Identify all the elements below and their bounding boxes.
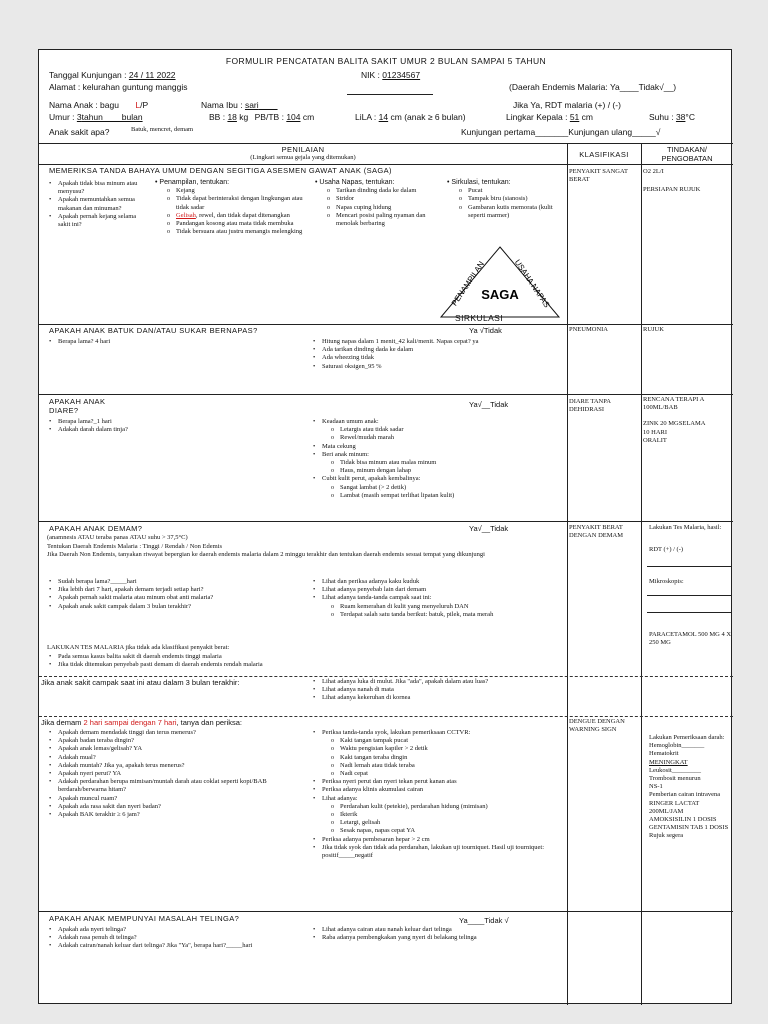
- demam-salah-satu-tanda[interactable]: o Terdapat salah satu tanda berikut: batuk, pilek, mata merah: [331, 611, 561, 619]
- telinga-penuh[interactable]: • Adakah rasa penuh di telinga?: [47, 934, 307, 942]
- lk-unit: cm: [581, 112, 593, 122]
- suhu-unit: °C: [685, 112, 695, 122]
- dengue-tind-trombosit: Trombosit menurun: [649, 775, 701, 783]
- saga-triangle-diagram: [435, 245, 565, 321]
- telinga-nyeri[interactable]: • Apakah ada nyeri telinga?: [47, 926, 307, 934]
- diare-ya-tidak[interactable]: Ya√__Tidak: [469, 400, 509, 409]
- dengue-tourniquet[interactable]: • Jika tidak syok dan tidak ada perdarahan, lakukan uji tourniquet. Hasil uji tourniquet: positif_____negatif: [311, 844, 565, 860]
- dengue-klasifikasi[interactable]: DENGUE DENGAN WARNING SIGN: [569, 718, 625, 734]
- nama-ibu-field: [201, 100, 278, 110]
- header-bottom-line: [39, 164, 733, 165]
- demam-berapa-lama[interactable]: • Sudah berapa lama?_____hari: [47, 578, 309, 586]
- umur-unit: tahun____bulan: [81, 112, 143, 122]
- telinga-cairan[interactable]: • Adakah cairan/nanah keluar dari telinga? Jika "Ya", berapa hari?_____hari: [47, 942, 307, 950]
- diare-klasifikasi[interactable]: DIARE TANPA DEHIDRASI: [569, 398, 611, 414]
- col-divider-2: [641, 143, 642, 1005]
- suhu-label: Suhu :: [649, 112, 674, 122]
- dengue-perdarahan[interactable]: o Perdarahan kulit (petekie), perdarahan hidung (mimisan): [331, 803, 565, 811]
- batuk-wheezing[interactable]: • Ada wheezing tidak: [311, 354, 561, 362]
- nik-label: NIK :: [361, 70, 380, 80]
- lk-label: Lingkar Kepala :: [506, 112, 568, 122]
- alamat-label: Alamat :: [49, 82, 81, 92]
- demam-tind-line-1: [647, 566, 731, 567]
- dengue-cctvr[interactable]: • Periksa tanda-tanda syok, lakukan pemeriksaan CCTVR:: [311, 729, 565, 737]
- nik-field: [361, 70, 420, 80]
- lk-value[interactable]: 51: [569, 112, 580, 122]
- diare-cubit[interactable]: • Cubit kulit perut, apakah kembalinya:: [311, 475, 561, 483]
- campak-luka-mulut[interactable]: • Lihat adanya luka di mulut. Jika "ada", apakah dalam atau luas?: [311, 678, 561, 686]
- tri-left-label: PENAMPILAN: [449, 259, 487, 308]
- tri-bottom-label: SIRKULASI: [455, 313, 504, 323]
- saga-title: MEMERIKSA TANDA BAHAYA UMUM DENGAN SEGITIGA ASESMEN GAWAT ANAK (SAGA): [49, 166, 392, 175]
- penampilan-kejang[interactable]: o Kejang: [167, 187, 305, 195]
- dengue-tind-ns1: NS-1: [649, 783, 663, 791]
- dengue-q1[interactable]: • Apakah demam mendadak tinggi dan terus menerus?: [47, 729, 309, 737]
- dengue-tindakan[interactable]: [649, 734, 731, 841]
- dengue-tind-leukosit: Leukosit_________: [649, 766, 701, 774]
- col-penilaian: PENILAIAN: [281, 145, 325, 154]
- diare-tind-4: 10 HARI: [643, 428, 668, 436]
- nama-ibu-value[interactable]: sari: [244, 100, 259, 110]
- dengue-left: [47, 729, 309, 819]
- dengue-nadi-lemah[interactable]: o Nadi lemah atau tidak teraba: [331, 762, 565, 770]
- dengue-letargi[interactable]: o Letargi, gelisah: [331, 819, 565, 827]
- sakit-label: Anak sakit apa?: [49, 127, 110, 137]
- campak-kornea[interactable]: • Lihat adanya kekeruhan di kornea: [311, 694, 561, 702]
- diare-tind-1: RENCANA TERAPI A: [643, 396, 705, 403]
- saga-divider: [39, 324, 733, 325]
- saga-klasifikasi[interactable]: PENYAKIT SANGAT BERAT: [569, 168, 628, 184]
- dengue-tind-hb: Hemoglobin_______: [649, 742, 705, 750]
- dengue-intro: Jika demam 2 hari sampai dengan 7 hari, tanya dan periksa:: [41, 718, 242, 727]
- demam-kaku-kuduk[interactable]: • Lihat dan periksa adanya kaku kuduk: [311, 578, 561, 586]
- batuk-divider: [39, 394, 733, 395]
- dengue-q2[interactable]: • Apakah badan teraba dingin?: [47, 737, 309, 745]
- lakukan-tes-malaria: LAKUKAN TES MALARIA jika tidak ada klasifikasi penyakit berat:: [47, 644, 230, 651]
- telinga-lihat-cairan[interactable]: • Lihat adanya cairan atau nanah keluar dari telinga: [311, 926, 565, 934]
- dengue-akumulasi[interactable]: • Periksa adanya klinis akumulasi cairan: [311, 786, 565, 794]
- dengue-pucat[interactable]: o Kaki tangan tampak pucat: [331, 737, 565, 745]
- telinga-ya-tidak[interactable]: Ya____Tidak √: [459, 916, 509, 925]
- dengue-q5[interactable]: • Adakah muntah? Jika ya, apakah terus menerus?: [47, 762, 309, 770]
- diare-letargis[interactable]: o Letargis atau tidak sadar: [331, 426, 561, 434]
- dengue-divider: [39, 911, 733, 912]
- dengue-q4[interactable]: • Adakah mual?: [47, 754, 309, 762]
- col-divider-1: [567, 143, 568, 1005]
- demam-tind-paracetamol[interactable]: PARACETAMOL 500 MG 4 X 250 MG: [649, 631, 732, 647]
- bb-label: BB :: [209, 112, 226, 122]
- diare-berapa-lama[interactable]: • Berapa lama?_1 hari: [47, 418, 247, 426]
- umur-field: [49, 112, 143, 122]
- dengue-tind-rujuk: Rujuk segera: [649, 832, 684, 840]
- demam-malaria[interactable]: • Apakah pernah sakit malaria atau minum obat anti malaria?: [47, 594, 309, 602]
- endemis-field[interactable]: (Daerah Endemis Malaria: Ya____Tidak√__): [509, 82, 677, 92]
- dengue-nadi-cepat[interactable]: o Nadi cepat: [331, 770, 565, 778]
- batuk-berapa-lama[interactable]: • Berapa lama? 4 hari: [47, 338, 247, 346]
- tanggal-label: Tanggal Kunjungan :: [49, 70, 127, 80]
- col-klasifikasi: KLASIFIKASI: [579, 150, 629, 159]
- nama-ibu-label: Nama Ibu :: [201, 100, 243, 110]
- col-tindakan: TINDAKAN/ PENGOBATAN: [661, 145, 713, 163]
- demam-dashed-divider-2: [39, 716, 733, 717]
- demam-tind-tes[interactable]: Lakukan Tes Malaria, hasil:: [649, 524, 722, 531]
- campak-right: [311, 678, 561, 703]
- diare-tind-2: 100ML/BAB: [643, 404, 678, 412]
- diare-left: [47, 418, 247, 434]
- batuk-hitung-napas[interactable]: • Hitung napas dalam 1 menit_42 kali/menit. Napas cepat? ya: [311, 338, 561, 346]
- demam-ya-tidak[interactable]: Ya√__Tidak: [469, 524, 509, 533]
- telinga-left: [47, 926, 307, 951]
- dengue-q8[interactable]: • Apakah muncul ruam?: [47, 795, 309, 803]
- demam-tanda-campak[interactable]: • Lihat adanya tanda-tanda campak saat ini:: [311, 594, 561, 602]
- demam-right: [311, 578, 561, 619]
- telinga-right: [311, 926, 565, 942]
- sirkulasi-marmer[interactable]: o Gambaran kutis memorata (kulit seperti marmer): [459, 204, 565, 220]
- lakukan-endemis-rendah: • Jika tidak ditemukan penyebab pasti demam di daerah endemis rendah malaria: [47, 661, 567, 669]
- alamat-line: [347, 94, 433, 95]
- demam-penyebab-lain[interactable]: • Lihat adanya penyebab lain dari demam: [311, 586, 561, 594]
- lila-value[interactable]: 14: [378, 112, 389, 122]
- diare-tindakan[interactable]: [643, 396, 733, 445]
- sirkulasi-biru[interactable]: o Tampak biru (sianosis): [459, 195, 565, 203]
- dengue-q10[interactable]: • Apakah BAK terakhir ≥ 6 jam?: [47, 811, 309, 819]
- penampilan-pandangan[interactable]: o Pandangan kosong atau mata tidak membuka: [167, 220, 305, 228]
- dengue-q9[interactable]: • Apakah ada rasa sakit dan nyeri badan?: [47, 803, 309, 811]
- saga-tindakan-2[interactable]: PERSIAPAN RUJUK: [643, 186, 701, 193]
- saga-triangle: [441, 247, 559, 317]
- demam-ruam[interactable]: o Ruam kemerahan di kulit yang menyeluruh DAN: [331, 603, 561, 611]
- demam-title: APAKAH ANAK DEMAM?: [49, 524, 143, 533]
- saga-usaha-napas: [315, 179, 447, 228]
- diare-tind-3: ZINK 20 MGSELAMA: [643, 420, 706, 428]
- pbtb-label: PB/TB :: [254, 112, 284, 122]
- pbtb-unit: cm: [302, 112, 315, 122]
- dengue-tind-ht: Hematokrit: [649, 750, 679, 758]
- demam-lebih-7-hari[interactable]: • Jika lebih dari 7 hari, apakah demam terjadi setiap hari?: [47, 586, 309, 594]
- demam-sub1: (anamnesis ATAU teraba panas ATAU suhu > 37,5°C): [47, 534, 188, 541]
- kunjungan-field[interactable]: Kunjungan pertama_______Kunjungan ulang_____√: [461, 127, 661, 137]
- lakukan-endemis-tinggi: • Pada semua kasus balita sakit di daerah endemis tinggi malaria: [47, 653, 567, 661]
- diare-tind-5: ORALIT: [643, 436, 667, 444]
- dengue-tind-amoksisilin: AMOKSISILIN 1 DOSIS: [649, 816, 717, 824]
- napas-stridor[interactable]: o Stridor: [327, 195, 447, 203]
- lakukan-items: [47, 653, 567, 669]
- penampilan-tidak-interaksi[interactable]: o Tidak dapat berinteraksi dengan lingkungan atau tidak sadar: [167, 195, 305, 211]
- diare-title-2: DIARE?: [49, 406, 79, 415]
- demam-tind-mikroskopis[interactable]: Mikroskopis:: [649, 578, 684, 585]
- gender-l[interactable]: L: [135, 100, 141, 110]
- demam-tind-rdt[interactable]: RDT (+) / (-): [649, 546, 684, 553]
- demam-dashed-divider-1: [39, 676, 733, 677]
- saga-questions: [47, 180, 142, 229]
- dengue-tind-cairan: Pemberian cairan intravena RINGER LACTAT 200ML/JAM: [649, 791, 721, 815]
- saga-q1[interactable]: • Apakah tidak bisa minum atau menyusu?: [47, 180, 142, 196]
- pbtb-value[interactable]: 104: [286, 112, 301, 122]
- saga-q2[interactable]: • Apakah memuntahkan semua makanan dan minuman?: [47, 196, 142, 212]
- alamat-value[interactable]: kelurahan guntung manggis: [82, 82, 188, 92]
- lila-field: [355, 112, 466, 122]
- batuk-tarikan[interactable]: • Ada tarikan dinding dada ke dalam: [311, 346, 561, 354]
- nama-anak-label: Nama Anak :: [49, 100, 98, 110]
- diare-divider: [39, 521, 733, 522]
- lila-label: LiLA :: [355, 112, 377, 122]
- napas-cuping[interactable]: o Napas cuping hidung: [327, 204, 447, 212]
- telinga-title: APAKAH ANAK MEMPUNYAI MASALAH TELINGA?: [49, 914, 240, 923]
- batuk-klasifikasi[interactable]: PNEUMONIA: [569, 326, 608, 333]
- col-penilaian-sub: (Lingkari semua gejala yang ditemukan): [250, 154, 356, 161]
- demam-sub2[interactable]: Tentukan Daerah Endemis Malaria : Tinggi / Rendah / Non Edemis: [47, 543, 223, 550]
- batuk-title: APAKAH ANAK BATUK DAN/ATAU SUKAR BERNAPAS?: [49, 326, 258, 335]
- batuk-tindakan[interactable]: RUJUK: [643, 326, 664, 333]
- nik-value[interactable]: 01234567: [382, 70, 421, 80]
- demam-sub3: Jika Daerah Non Endemis, tanyakan riwayat bepergian ke daerah endemis malaria dalam 2 minggu terakhir dan tentukan daerah endemis sesuai tempat yang dikunjungi: [47, 551, 485, 558]
- diare-right: [311, 418, 561, 500]
- bb-value[interactable]: 18: [227, 112, 237, 122]
- alamat-field: [49, 82, 187, 92]
- umur-value[interactable]: 3: [76, 112, 82, 122]
- diare-mata-cekung[interactable]: • Mata cekung: [311, 443, 561, 451]
- gender-p[interactable]: /P: [140, 100, 149, 110]
- tri-center-label: SAGA: [481, 287, 519, 302]
- demam-klasifikasi[interactable]: PENYAKIT BERAT DENGAN DEMAM: [569, 524, 623, 540]
- diare-beri-minum[interactable]: • Beri anak minum:: [311, 451, 561, 459]
- diare-title-1: APAKAH ANAK: [49, 397, 106, 406]
- batuk-saturasi[interactable]: • Saturasi oksigen_95 %: [311, 363, 561, 371]
- tanggal-value[interactable]: 24 / 11 2022: [128, 70, 176, 80]
- saga-tindakan-1[interactable]: O2 2L/I: [643, 168, 664, 175]
- lila-unit: cm (anak ≥ 6 bulan): [390, 112, 466, 122]
- diare-tidak-bisa-minum[interactable]: o Tidak bisa minum atau malas minum: [331, 459, 561, 467]
- diare-darah[interactable]: • Adakah darah dalam tinja?: [47, 426, 247, 434]
- dengue-q3[interactable]: • Apakah anak lemas/gelisah? YA: [47, 745, 309, 753]
- napas-tarikan[interactable]: o Tarikan dinding dada ke dalam: [327, 187, 447, 195]
- tri-right-label: USAHA NAPAS: [512, 257, 552, 310]
- sakit-value[interactable]: Batuk, mencret, demam: [131, 126, 194, 133]
- header-top-line: [39, 143, 733, 144]
- dengue-tind-pemeriksaan: Lakukan Pemeriksaan darah:: [649, 734, 725, 741]
- penampilan-head: • Penampilan, tentukan:: [155, 179, 230, 186]
- bb-field: [209, 112, 314, 122]
- demam-tind-line-2: [647, 595, 731, 596]
- form-title: FORMULIR PENCATATAN BALITA SAKIT UMUR 2 BULAN SAMPAI 5 TAHUN: [225, 56, 547, 66]
- penampilan-gelisah[interactable]: o Gelisah, rewel, dan tidak dapat ditenangkan: [167, 212, 305, 220]
- telinga-raba-bengkak[interactable]: • Raba adanya pembengkakan yang nyeri di belakang telinga: [311, 934, 565, 942]
- dengue-tind-gentamisin: GENTAMISIN TAB 1 DOSIS: [649, 824, 729, 832]
- batuk-left: [47, 338, 247, 346]
- dengue-q6[interactable]: • Apakah nyeri perut? YA: [47, 770, 309, 778]
- dengue-nyeri-perut[interactable]: • Periksa nyeri perut dan nyeri tekan perut kanan atas: [311, 778, 565, 786]
- demam-left: [47, 578, 309, 611]
- campak-question: Jika anak sakit campak saat ini atau dalam 3 bulan terakhir:: [41, 678, 240, 687]
- sirkulasi-head: • Sirkulasi, tentukan:: [447, 179, 511, 186]
- dengue-right: [311, 729, 565, 860]
- bb-unit: kg: [239, 112, 249, 122]
- batuk-right: [311, 338, 561, 371]
- saga-q3[interactable]: • Apakah pernah kejang selama sakit ini?: [47, 213, 142, 229]
- dengue-tind-meningkat: MENINGKAT: [649, 758, 688, 766]
- dengue-sesak[interactable]: o Sesak napas, napas cepat YA: [331, 827, 565, 835]
- suhu-field: [649, 112, 695, 122]
- rdt-field[interactable]: Jika Ya, RDT malaria (+) / (-): [513, 100, 621, 110]
- dengue-q7[interactable]: • Adakah perdarahan berupa mimisan/muntah darah atau coklat seperti kopi/BAB berdarah/berwarna hitam?: [47, 778, 309, 794]
- dengue-lihat-adanya[interactable]: • Lihat adanya:: [311, 795, 565, 803]
- nama-anak-field: [49, 100, 148, 110]
- demam-tind-line-3: [647, 612, 731, 613]
- sirkulasi-pucat[interactable]: o Pucat: [459, 187, 565, 195]
- nama-anak-value[interactable]: bagu: [100, 100, 119, 110]
- demam-campak[interactable]: • Apakah anak sakit campak dalam 3 bulan terakhir?: [47, 603, 309, 611]
- saga-sirkulasi: [447, 179, 565, 220]
- napas-posisi[interactable]: o Mencari posisi paling nyaman dan menolak berbaring: [327, 212, 447, 228]
- diare-lambat[interactable]: o Lambat (masih sempat terlihat lipatan kulit): [331, 492, 561, 500]
- tanggal-field: [49, 70, 176, 80]
- lingkar-kepala-field: [506, 112, 593, 122]
- diare-haus[interactable]: o Haus, minum dengan lahap: [331, 467, 561, 475]
- batuk-ya-tidak[interactable]: Ya √Tidak: [469, 326, 502, 335]
- suhu-value[interactable]: 38: [675, 112, 686, 122]
- penampilan-bersuara[interactable]: o Tidak bersuara atau justru menangis melengking: [167, 228, 305, 236]
- diare-sangat-lambat[interactable]: o Sangat lambat (> 2 detik): [331, 484, 561, 492]
- campak-nanah-mata[interactable]: • Lihat adanya nanah di mata: [311, 686, 561, 694]
- umur-label: Umur :: [49, 112, 75, 122]
- saga-penampilan: [155, 179, 305, 236]
- dengue-ikterik[interactable]: o Ikterik: [331, 811, 565, 819]
- usaha-napas-head: • Usaha Napas, tentukan:: [315, 179, 395, 186]
- diare-rewel[interactable]: o Rewel/mudah marah: [331, 434, 561, 442]
- form-page: [38, 49, 732, 1004]
- dengue-hepar[interactable]: • Periksa adanya pembesaran hepar > 2 cm: [311, 836, 565, 844]
- dengue-dingin[interactable]: o Kaki tangan teraba dingin: [331, 754, 565, 762]
- diare-keadaan-umum[interactable]: • Keadaan umum anak:: [311, 418, 561, 426]
- dengue-kapiler[interactable]: o Waktu pengisian kapiler > 2 detik: [331, 745, 565, 753]
